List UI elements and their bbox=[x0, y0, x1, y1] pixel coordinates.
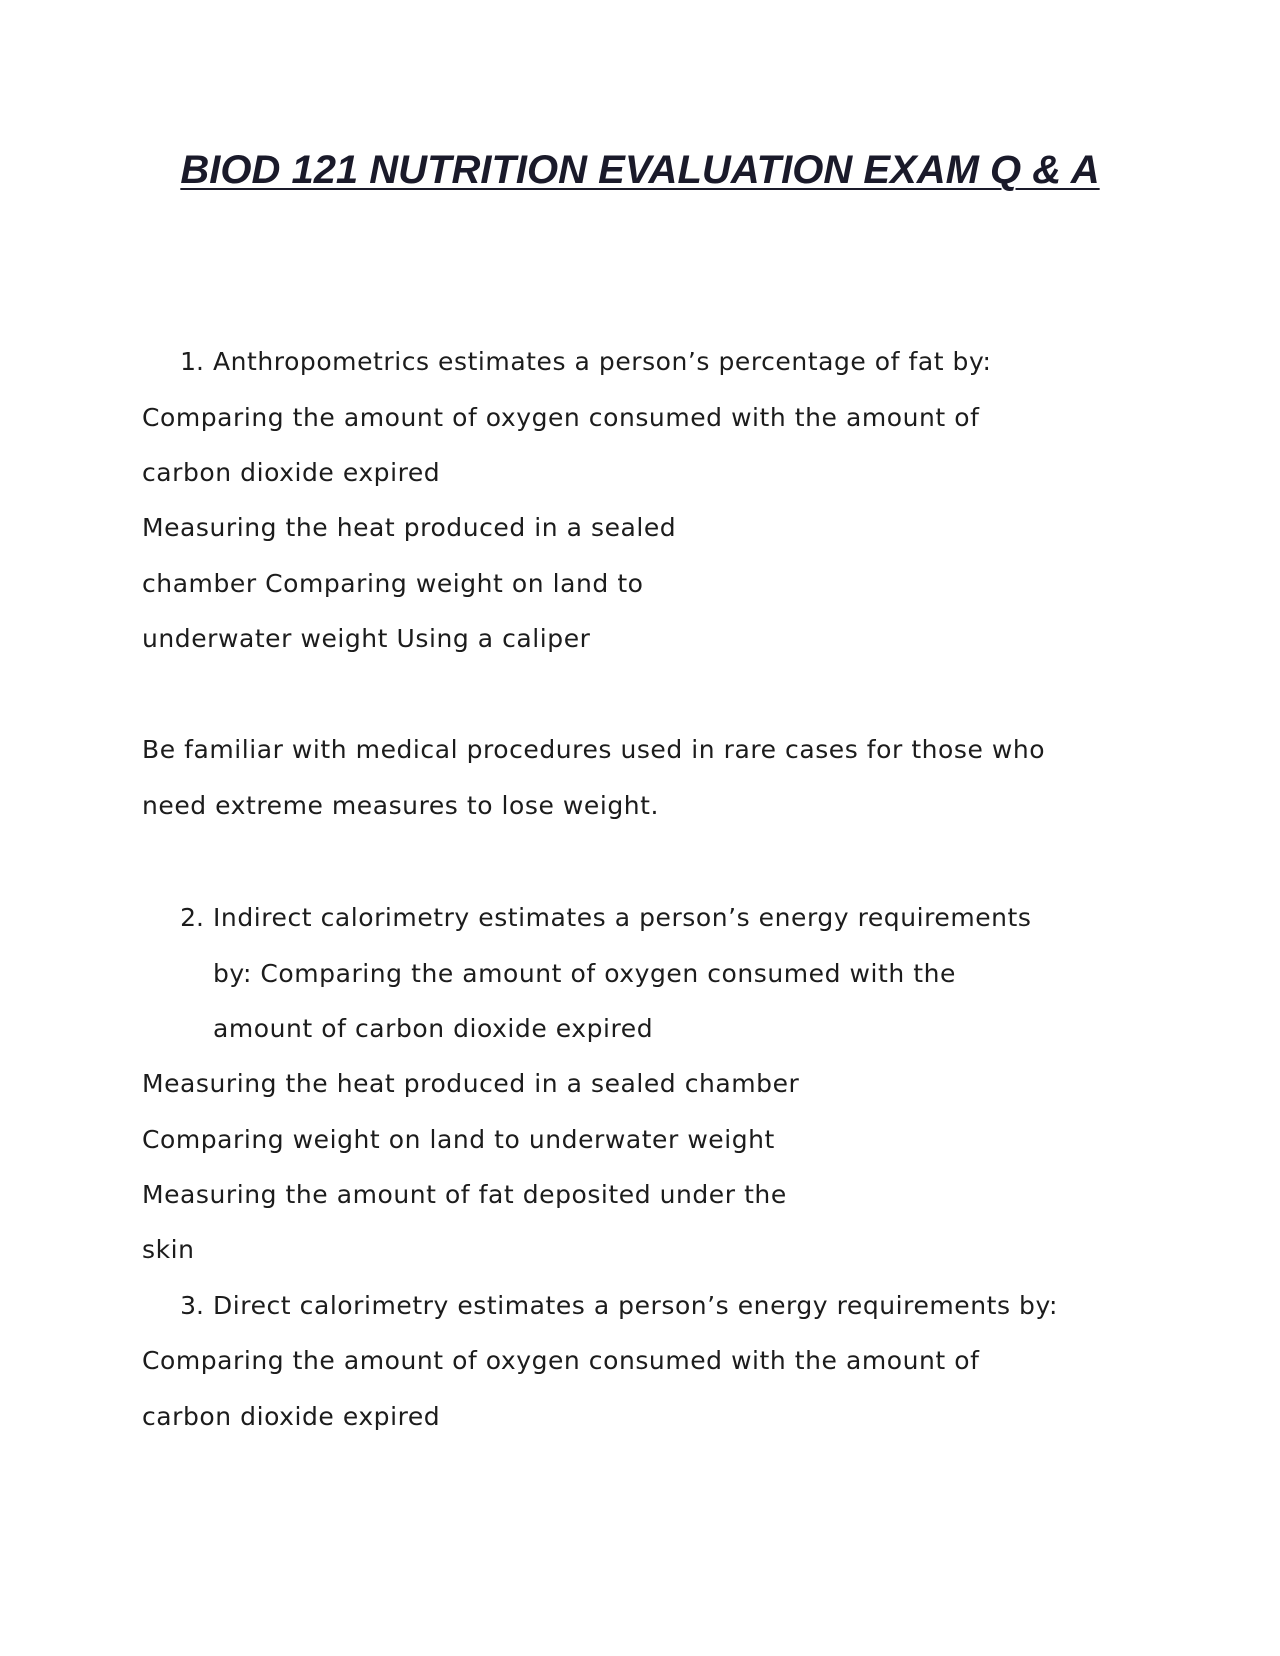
question-2-answer-line: Comparing weight on land to underwater weight bbox=[142, 1125, 775, 1154]
question-1-answer-line: chamber Comparing weight on land to bbox=[142, 569, 644, 598]
question-1-number: 1. bbox=[180, 347, 204, 376]
document-title bbox=[0, 146, 1280, 194]
question-2-number: 2. bbox=[180, 903, 204, 932]
question-2-answer-line: skin bbox=[142, 1235, 195, 1264]
question-2-answer-line: Measuring the heat produced in a sealed chamber bbox=[142, 1069, 800, 1098]
question-3-answer-line: carbon dioxide expired bbox=[142, 1402, 441, 1431]
question-1-answer-line: Comparing the amount of oxygen consumed with the amount of bbox=[142, 403, 980, 432]
question-1-answer-line: underwater weight Using a caliper bbox=[142, 624, 591, 653]
question-1-answer-line: Measuring the heat produced in a sealed bbox=[142, 513, 677, 542]
question-1-text: Anthropometrics estimates a person’s percentage of fat by: bbox=[213, 347, 992, 376]
question-1-answer-line: carbon dioxide expired bbox=[142, 458, 441, 487]
study-note-line: need extreme measures to lose weight. bbox=[142, 791, 659, 820]
question-2-text: amount of carbon dioxide expired bbox=[213, 1014, 654, 1043]
question-3-text: Direct calorimetry estimates a person’s energy requirements by: bbox=[213, 1291, 1058, 1320]
question-2-text: Indirect calorimetry estimates a person’s energy requirements bbox=[213, 903, 1032, 932]
question-2-answer-line: Measuring the amount of fat deposited under the bbox=[142, 1180, 787, 1209]
question-3-answer-line: Comparing the amount of oxygen consumed with the amount of bbox=[142, 1346, 980, 1375]
study-note-line: Be familiar with medical procedures used in rare cases for those who bbox=[142, 735, 1046, 764]
document-title-text: BIOD 121 NUTRITION EVALUATION EXAM Q & A bbox=[180, 148, 1100, 192]
question-3-number: 3. bbox=[180, 1291, 204, 1320]
question-2-text: by: Comparing the amount of oxygen consumed with the bbox=[213, 959, 956, 988]
